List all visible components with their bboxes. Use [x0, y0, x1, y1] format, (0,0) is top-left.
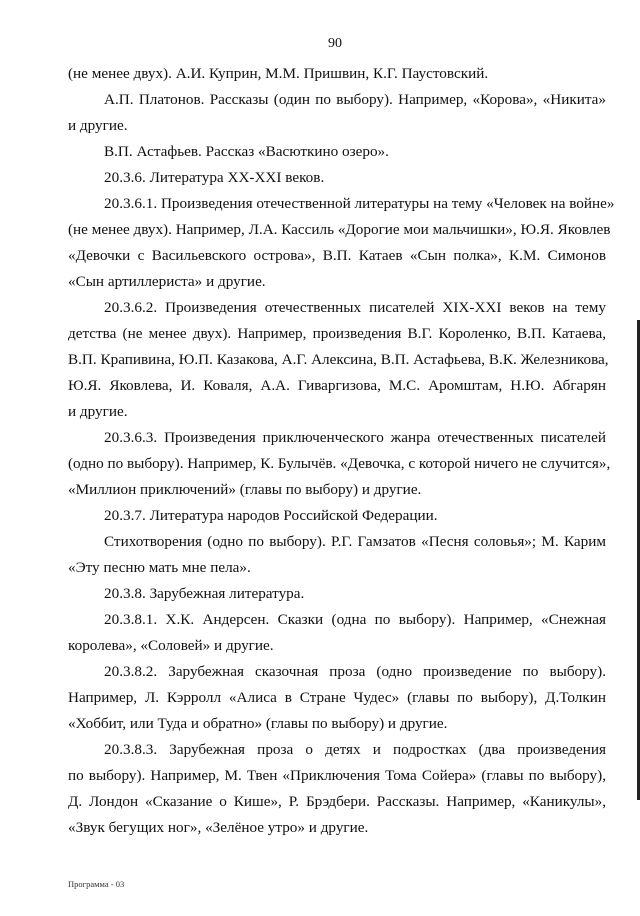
text-line: 20.3.6. Литература XX-XXI веков.	[104, 169, 325, 186]
text-line: «Миллион приключений» (главы по выбору) и другие.	[68, 481, 422, 498]
text-line: детства (не менее двух). Например, произведения В.Г. Короленко, В.П. Катаева,	[68, 325, 606, 342]
paragraph	[68, 139, 606, 165]
text-line: по выбору). Например, М. Твен «Приключения Тома Сойера» (главы по выбору),	[68, 767, 606, 784]
page-number: 90	[328, 36, 342, 51]
text-line: Ю.Я. Яковлева, И. Коваля, А.А. Гиваргизова, М.С. Аромштам, Н.Ю. Абгарян	[68, 377, 606, 394]
text-line: (одно по выбору). Например, К. Булычёв. «Девочка, с которой ничего не случится»,	[68, 455, 611, 472]
paragraph	[68, 61, 606, 87]
text-line: 20.3.8.2. Зарубежная сказочная проза (одно произведение по выбору).	[104, 663, 606, 680]
text-line: и другие.	[68, 117, 128, 134]
text-line: 20.3.6.2. Произведения отечественных писателей XIX-XXI веков на тему	[104, 299, 606, 316]
paragraph	[68, 295, 609, 425]
text-line: Стихотворения (одно по выбору). Р.Г. Гамзатов «Песня соловья»; М. Карим	[104, 533, 606, 550]
text-line: Д. Лондон «Сказание о Кише», Р. Брэдбери. Рассказы. Например, «Каникулы»,	[68, 793, 606, 810]
text-line: 20.3.6.1. Произведения отечественной литературы на тему «Человек на войне»	[104, 195, 615, 212]
document-body	[68, 61, 615, 841]
text-line: 20.3.8. Зарубежная литература.	[104, 585, 305, 602]
text-line: «Девочки с Васильевского острова», В.П. Катаев «Сын полка», К.М. Симонов	[68, 247, 606, 264]
text-line: «Сын артиллериста» и другие.	[68, 273, 266, 290]
paragraph	[68, 165, 606, 191]
text-line: А.П. Платонов. Рассказы (один по выбору). Например, «Корова», «Никита»	[104, 91, 606, 108]
text-line: 20.3.7. Литература народов Российской Федерации.	[104, 507, 438, 524]
text-line: королева», «Соловей» и другие.	[68, 637, 274, 654]
text-line: и другие.	[68, 403, 128, 420]
paragraph	[68, 659, 606, 737]
text-line: В.П. Астафьев. Рассказ «Васюткино озеро».	[104, 143, 389, 160]
text-line: 20.3.6.3. Произведения приключенческого жанра отечественных писателей	[104, 429, 606, 446]
text-line: «Хоббит, или Туда и обратно» (главы по выбору) и другие.	[68, 715, 448, 732]
paragraph	[68, 425, 611, 503]
text-line: «Звук бегущих ног», «Зелёное утро» и другие.	[68, 819, 369, 836]
text-line: 20.3.8.3. Зарубежная проза о детях и подростках (два произведения	[104, 741, 606, 758]
text-line: (не менее двух). А.И. Куприн, М.М. Пришвин, К.Г. Паустовский.	[68, 65, 489, 82]
paragraph	[68, 607, 606, 659]
text-line: В.П. Крапивина, Ю.П. Казакова, А.Г. Алексина, В.П. Астафьева, В.К. Железникова,	[68, 351, 609, 368]
paragraph	[68, 737, 606, 841]
text-line: Например, Л. Кэрролл «Алиса в Стране Чудес» (главы по выбору), Д.Толкин	[68, 689, 606, 706]
paragraph	[68, 87, 606, 139]
paragraph	[68, 503, 606, 529]
paragraph	[68, 529, 606, 581]
text-line: (не менее двух). Например, Л.А. Кассиль «Дорогие мои мальчишки», Ю.Я. Яковлев	[68, 221, 611, 238]
paragraph	[68, 191, 615, 295]
footer-label: Программа - 03	[68, 879, 125, 889]
text-line: «Эту песню мать мне пела».	[68, 559, 251, 576]
text-line: 20.3.8.1. Х.К. Андерсен. Сказки (одна по выбору). Например, «Снежная	[104, 611, 606, 628]
paragraph	[68, 581, 606, 607]
